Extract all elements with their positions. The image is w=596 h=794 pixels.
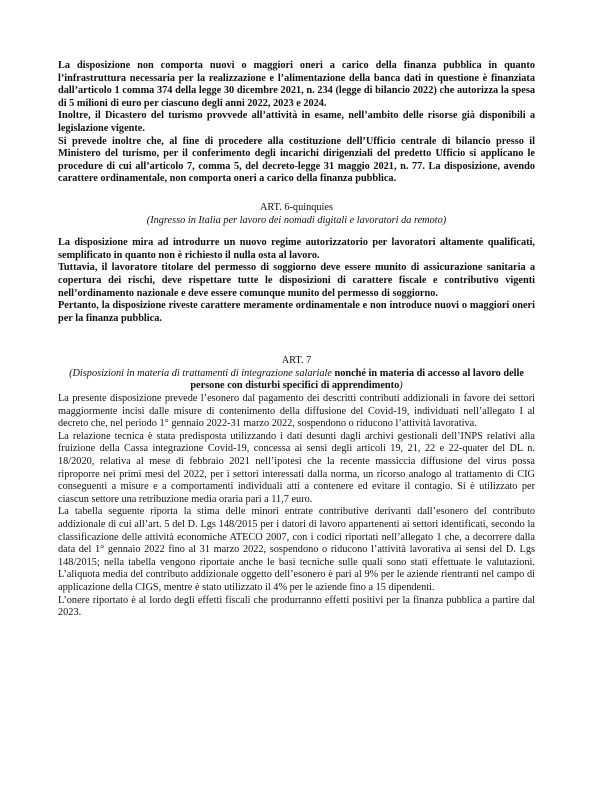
subheading-closing: ) <box>399 380 403 392</box>
paragraph: Si prevede inoltre che, al fine di procedere alla costituzione dell’Ufficio centrale di bilancio presso il Ministero del turismo, per il conferimento degli incarichi dirigenziali del predetto Ufficio si applicano le procedure di cui all’articolo 7, comma 5, del decreto-legge 31 maggio 2021, n. 77. La disposizione, avendo carattere ordinamentale, non comporta oneri a carico della finanza pubblica. <box>58 135 535 185</box>
subheading-bold-part: nonché in materia di accesso al lavoro delle persone con disturbi specifici di apprendimento <box>190 367 524 392</box>
section-art-6-quinquies <box>58 202 535 325</box>
paragraph: La presente disposizione prevede l’esonero dal pagamento dei descritti contributi addizionali in favore dei settori maggiormente incisi dalle misure di contenimento della diffusione del Covid-19, individuati nell’allegato I al decreto che, nel periodo 1° gennaio 2022-31 marzo 2022, sospendono o riducono l’attività lavorativa. <box>58 393 535 430</box>
subheading-italic-part: (Disposizioni in materia di trattamenti di integrazione salariale <box>69 367 335 379</box>
article-heading: ART. 7 <box>281 355 312 367</box>
paragraph: Pertanto, la disposizione riveste carattere meramente ordinamentale e non introduce nuovi o maggiori oneri per la finanza pubblica. <box>58 300 535 324</box>
article-subheading: (Ingresso in Italia per lavoro dei nomadi digitali e lavoratori da remoto) <box>146 214 447 226</box>
section-art-7 <box>58 355 535 619</box>
paragraph: Tuttavia, il lavoratore titolare del permesso di soggiorno deve essere munito di assicurazione sanitaria a copertura dei rischi, deve rispettare tutte le disposizioni di carattere fiscale e contributivo vigenti nell’ordinamento nazionale e deve essere comunque munito del permesso di soggiorno. <box>58 262 535 299</box>
paragraph: La disposizione non comporta nuovi o maggiori oneri a carico della finanza pubblica in quanto l’infrastruttura necessaria per la realizzazione e l’alimentazione della banca dati in questione è finanziata dall’articolo 1 comma 374 della legge 30 dicembre 2021, n. 234 (legge di bilancio 2022) che autorizza la spesa di 5 milioni di euro per ciascuno degli anni 2022, 2023 e 2024. <box>58 60 535 109</box>
section-budget-note <box>58 60 535 186</box>
paragraph: L’onere riportato è al lordo degli effetti fiscali che produrranno effetti positivi per la finanza pubblica a partire dal 2023. <box>58 594 535 619</box>
article-heading: ART. 6-quinquies <box>260 201 333 213</box>
paragraph: Inoltre, il Dicastero del turismo provvede all’attività in esame, nell’ambito delle risorse già disponibili a legislazione vigente. <box>58 110 535 134</box>
paragraph: La tabella seguente riporta la stima delle minori entrate contributive derivanti dall’esonero del contributo addizionale di cui all’art. 5 del D. Lgs 148/2015 per i datori di lavoro appartenenti ai settori identificati, secondo la classificazione delle attività economiche ATECO 2007, con i codici riportati nell’allegato 1 che, a decorrere dalla data del 1° gennaio 2022 fino al 31 marzo 2022, sospendono o riducono l’attività lavorativa ai sensi del D. Lgs 148/2015; nella tabella vengono riportate anche le basi tecniche sulle quali sono stati effettuate le valutazioni. L’aliquota media del contributo addizionale oggetto dell’esonero è pari al 9% per le aziende rientranti nel campo di applicazione della CIGS, mentre è stato utilizzato il 4% per le aziende fino a 15 dipendenti. <box>58 506 535 593</box>
paragraph: La relazione tecnica è stata predisposta utilizzando i dati desunti dagli archivi gestionali dell’INPS relativi alla fruizione della Cassa integrazione Covid-19, concessa ai sensi degli articoli 19, 21, 22 e 22-quater del DL n. 18/2020, relativa al mese di febbraio 2021 nell’ipotesi che la recente massiccia diffusione del virus possa riproporre nei primi mesi del 2022, per i settori interessati dalla norma, un ricorso analogo al trattamento di CIG conseguenti a misure e a comportamenti individuali atti a contenere ed evitare il contagio. Si è utilizzato per ciascun settore una retribuzione media oraria pari a 11,7 euro. <box>58 430 535 505</box>
article-subheading <box>58 368 535 393</box>
document-page <box>58 60 535 620</box>
paragraph: La disposizione mira ad introdurre un nuovo regime autorizzatorio per lavoratori altamente qualificati, semplificato in quanto non è richiesto il nulla osta al lavoro. <box>58 237 535 261</box>
